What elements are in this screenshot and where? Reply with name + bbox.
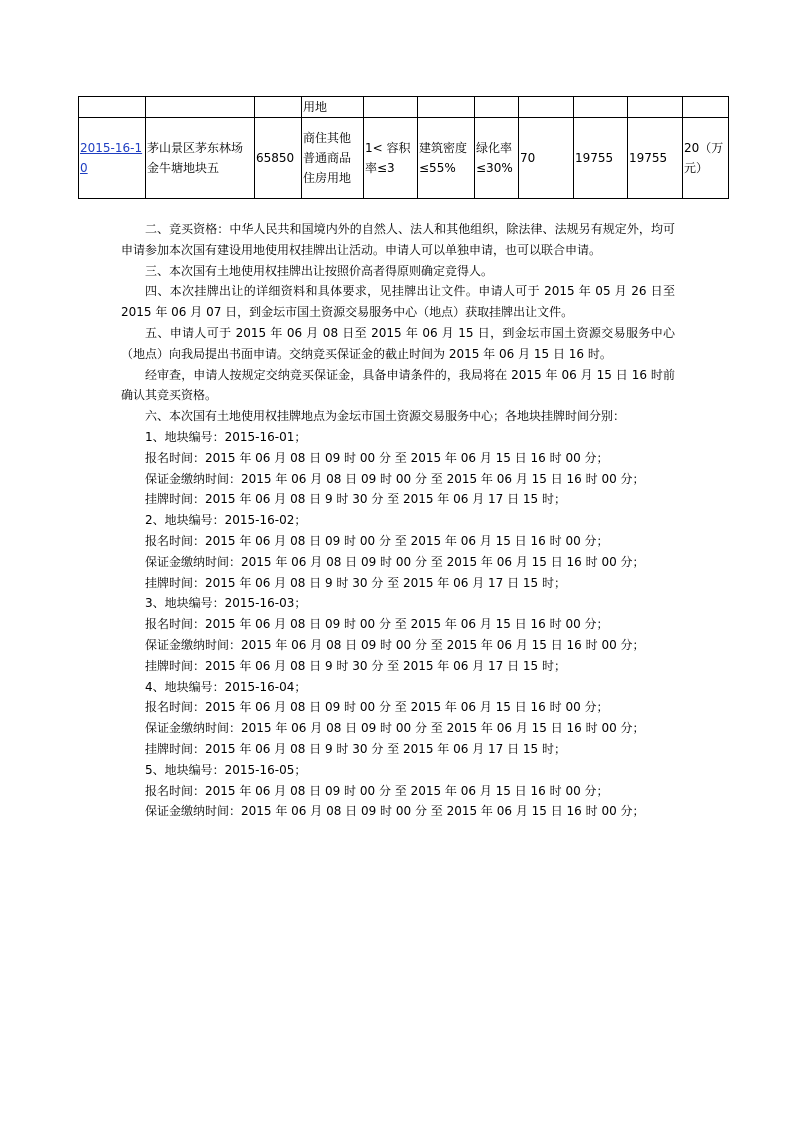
table-row bbox=[79, 118, 729, 199]
deposit-time: 保证金缴纳时间：2015 年 06 月 08 日 09 时 00 分 至 2015 年 06 月 15 日 16 时 00 分； bbox=[145, 804, 645, 819]
listing-location-paragraph: 六、本次国有土地使用权挂牌地点为金坛市国土资源交易服务中心；各地块挂牌时间分别： bbox=[145, 409, 626, 424]
review-paragraph: 经审查，申请人按规定交纳竞买保证金，具备申请条件的，我局将在 2015 年 06 月 15 日 16 时前确认其竞买资格。 bbox=[121, 367, 675, 403]
table-row bbox=[79, 97, 729, 118]
table-cell bbox=[628, 97, 683, 118]
parcel-title: 3、地块编号：2015-16-03； bbox=[145, 596, 307, 611]
parcel-title: 1、地块编号：2015-16-01； bbox=[145, 429, 307, 444]
parcel-title: 2、地块编号：2015-16-02； bbox=[145, 513, 307, 528]
deposit-time: 保证金缴纳时间：2015 年 06 月 08 日 09 时 00 分 至 2015 年 06 月 15 日 16 时 00 分； bbox=[145, 554, 645, 569]
parcel-number-link[interactable]: 2015-16-10 bbox=[80, 141, 143, 175]
parcel-title: 4、地块编号：2015-16-04； bbox=[145, 679, 307, 694]
table-cell bbox=[683, 97, 729, 118]
parcel-number-cell bbox=[79, 118, 146, 199]
table-cell: 用地 bbox=[302, 97, 364, 118]
location-cell: 茅山景区茅东林场金牛塘地块五 bbox=[146, 118, 255, 199]
land-use-cell: 商住其他普通商品住房用地 bbox=[302, 118, 364, 199]
table-cell bbox=[418, 97, 475, 118]
signup-time: 报名时间：2015 年 06 月 08 日 09 时 00 分 至 2015 年 06 月 15 日 16 时 00 分； bbox=[145, 533, 609, 548]
table-cell bbox=[574, 97, 628, 118]
listing-time: 挂牌时间：2015 年 06 月 08 日 9 时 30 分 至 2015 年 06 月 17 日 15 时； bbox=[145, 492, 566, 507]
table-cell bbox=[255, 97, 302, 118]
deposit-time: 保证金缴纳时间：2015 年 06 月 08 日 09 时 00 分 至 2015 年 06 月 15 日 16 时 00 分； bbox=[145, 471, 645, 486]
deposit-time: 保证金缴纳时间：2015 年 06 月 08 日 09 时 00 分 至 2015 年 06 月 15 日 16 时 00 分； bbox=[145, 721, 645, 736]
deposit-time: 保证金缴纳时间：2015 年 06 月 08 日 09 时 00 分 至 2015 年 06 月 15 日 16 时 00 分； bbox=[145, 637, 645, 652]
table-cell bbox=[475, 97, 519, 118]
increment-cell: 20（万元） bbox=[683, 118, 729, 199]
notice-body bbox=[121, 219, 675, 822]
area-cell: 65850 bbox=[255, 118, 302, 199]
building-density-cell: 建筑密度≤55% bbox=[418, 118, 475, 199]
documents-paragraph: 四、本次挂牌出让的详细资料和具体要求，见挂牌出让文件。申请人可于 2015 年 05 月 26 日至 2015 年 06 月 07 日，到金坛市国土资源交易服务中心（地点）获取挂牌出让文件。 bbox=[121, 284, 675, 320]
signup-time: 报名时间：2015 年 06 月 08 日 09 时 00 分 至 2015 年 06 月 15 日 16 时 00 分； bbox=[145, 450, 609, 465]
listing-time: 挂牌时间：2015 年 06 月 08 日 9 时 30 分 至 2015 年 06 月 17 日 15 时； bbox=[145, 658, 566, 673]
green-ratio-cell: 绿化率≤30% bbox=[475, 118, 519, 199]
years-cell: 70 bbox=[519, 118, 574, 199]
listing-time: 挂牌时间：2015 年 06 月 08 日 9 时 30 分 至 2015 年 06 月 17 日 15 时； bbox=[145, 741, 566, 756]
signup-time: 报名时间：2015 年 06 月 08 日 09 时 00 分 至 2015 年 06 月 15 日 16 时 00 分； bbox=[145, 617, 609, 632]
land-parcel-table bbox=[78, 96, 729, 199]
plot-ratio-cell: 1< 容积率≤3 bbox=[364, 118, 418, 199]
table-cell bbox=[364, 97, 418, 118]
application-paragraph: 五、申请人可于 2015 年 06 月 08 日至 2015 年 06 月 15 日，到金坛市国土资源交易服务中心（地点）向我局提出书面申请。交纳竞买保证金的截止时间为 2015 年 06 月 15 日 16 时。 bbox=[121, 325, 675, 361]
table-cell bbox=[79, 97, 146, 118]
signup-time: 报名时间：2015 年 06 月 08 日 09 时 00 分 至 2015 年 06 月 15 日 16 时 00 分； bbox=[145, 783, 609, 798]
start-price-cell: 19755 bbox=[574, 118, 628, 199]
parcel-title: 5、地块编号：2015-16-05； bbox=[145, 762, 307, 777]
principle-paragraph: 三、本次国有土地使用权挂牌出让按照价高者得原则确定竞得人。 bbox=[145, 263, 494, 278]
listing-time: 挂牌时间：2015 年 06 月 08 日 9 时 30 分 至 2015 年 06 月 17 日 15 时； bbox=[145, 575, 566, 590]
signup-time: 报名时间：2015 年 06 月 08 日 09 时 00 分 至 2015 年 06 月 15 日 16 时 00 分； bbox=[145, 700, 609, 715]
table-cell bbox=[146, 97, 255, 118]
table-cell bbox=[519, 97, 574, 118]
deposit-cell: 19755 bbox=[628, 118, 683, 199]
qualification-paragraph: 二、竞买资格：中华人民共和国境内外的自然人、法人和其他组织，除法律、法规另有规定外，均可申请参加本次国有建设用地使用权挂牌出让活动。申请人可以单独申请，也可以联合申请。 bbox=[121, 222, 675, 257]
